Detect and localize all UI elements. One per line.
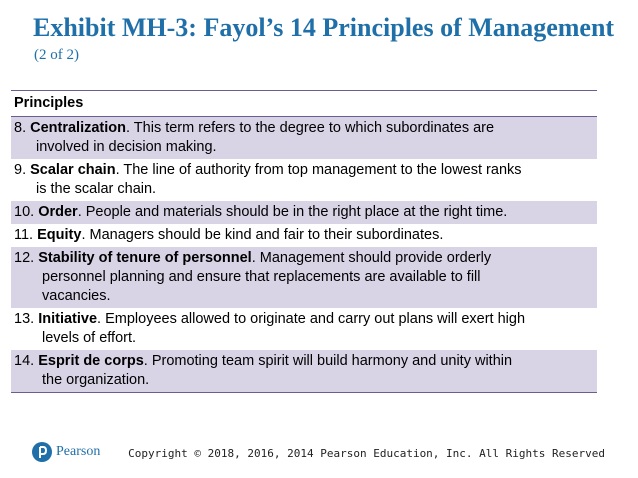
principle-description: . Managers should be kind and fair to their subordinates. xyxy=(81,227,444,243)
principle-description-continued: levels of effort. xyxy=(42,330,137,346)
table-row xyxy=(11,159,597,201)
principle-number: 8. xyxy=(14,120,27,136)
principle-description-continued: involved in decision making. xyxy=(36,139,217,155)
principle-term: Esprit de corps xyxy=(38,353,144,369)
principle-term: Equity xyxy=(37,227,82,243)
principle-description: . Employees allowed to originate and carry out plans will exert high xyxy=(97,311,526,327)
principle-term: Stability of tenure of personnel xyxy=(38,250,252,266)
pearson-logo-text: Pearson xyxy=(56,444,101,459)
principle-term: Scalar chain xyxy=(30,162,116,178)
principle-description-continued: vacancies. xyxy=(42,288,111,304)
page-title: Exhibit MH-3: Fayol’s 14 Principles of Management xyxy=(33,13,615,42)
principle-term: Order xyxy=(38,204,78,220)
table-row xyxy=(11,247,597,308)
principle-number: 13. xyxy=(14,311,35,327)
principle-number: 10. xyxy=(14,204,35,220)
table-row xyxy=(11,350,597,392)
principle-description-continued: is the scalar chain. xyxy=(36,181,157,197)
page-subtitle: (2 of 2) xyxy=(34,47,79,63)
pearson-logo xyxy=(32,442,100,462)
principle-description: . Management should provide orderly xyxy=(251,250,492,266)
principle-description: . This term refers to the degree to which subordinates are xyxy=(126,120,495,136)
table-row xyxy=(11,117,597,159)
principles-table xyxy=(11,90,597,393)
copyright-notice: Copyright © 2018, 2016, 2014 Pearson Education, Inc. All Rights Reserved xyxy=(128,447,605,460)
table-row xyxy=(11,308,597,350)
table-row xyxy=(11,224,597,247)
principle-number: 14. xyxy=(14,353,35,369)
principle-number: 12. xyxy=(14,250,35,266)
principle-description: . Promoting team spirit will build harmony and unity within xyxy=(143,353,513,369)
principle-term: Initiative xyxy=(38,311,98,327)
principle-term: Centralization xyxy=(30,120,126,136)
principle-description: . People and materials should be in the right place at the right time. xyxy=(77,204,508,220)
principle-description-continued: personnel planning and ensure that replacements are available to fill xyxy=(42,269,481,285)
principle-number: 11. xyxy=(14,227,34,243)
principle-number: 9. xyxy=(14,162,27,178)
pearson-logo-icon xyxy=(32,442,52,462)
principle-description-continued: the organization. xyxy=(42,372,150,388)
principle-description: . The line of authority from top management to the lowest ranks xyxy=(115,162,522,178)
table-row xyxy=(11,201,597,224)
table-header: Principles xyxy=(11,91,597,117)
